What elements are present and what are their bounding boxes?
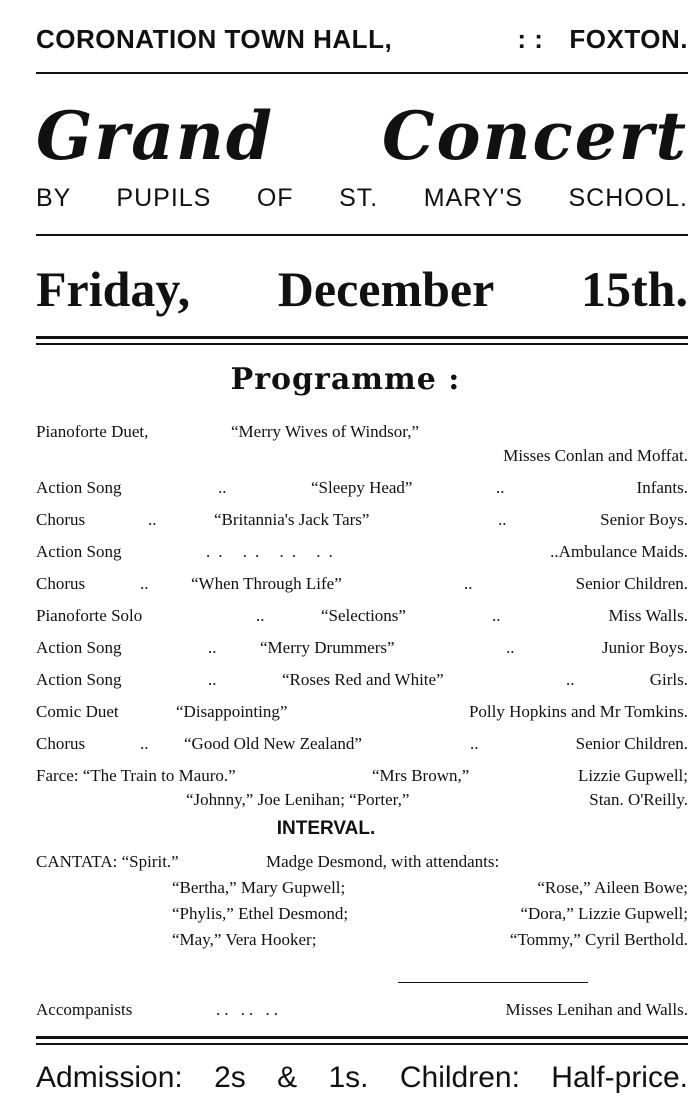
programme-item: [36, 670, 688, 694]
item-type: Pianoforte Duet,: [36, 422, 149, 441]
item-dots: ..: [464, 574, 473, 593]
accompanists-dots: .. .. ..: [216, 1000, 282, 1019]
item-type: Comic Duet: [36, 702, 119, 721]
item-performers: Misses Conlan and Moffat.: [503, 446, 688, 465]
programme-item: [36, 542, 688, 566]
rule-bottom: [36, 1036, 688, 1045]
item-title: “Good Old New Zealand”: [184, 734, 362, 753]
item-title: “Sleepy Head”: [311, 478, 413, 497]
accompanists-names: Misses Lenihan and Walls.: [505, 1000, 688, 1019]
item-dots: .. .. .. ..: [206, 542, 341, 561]
programme-item: [36, 638, 688, 662]
cantata-right: “Dora,” Lizzie Gupwell;: [520, 904, 688, 923]
programme-item: [36, 422, 688, 446]
item-type: Farce: “The Train to Mauro.”: [36, 766, 236, 785]
cantata-right: “Tommy,” Cyril Berthold.: [509, 930, 688, 949]
item-dots: ..: [256, 606, 265, 625]
item-title: “Selections”: [321, 606, 406, 625]
item-title: “Britannia's Jack Tars”: [214, 510, 370, 529]
programme-heading: Programme :: [230, 362, 461, 397]
item-title: “Roses Red and White”: [282, 670, 444, 689]
item-performers: Senior Boys.: [600, 510, 688, 529]
accompanists-row: [36, 1000, 688, 1024]
programme-item: [36, 606, 688, 630]
cantata-left: “Phylis,” Ethel Desmond;: [172, 904, 349, 923]
item-performers: Girls.: [649, 670, 688, 689]
cantata-left: “Bertha,” Mary Gupwell;: [172, 878, 346, 897]
cantata-line: [36, 930, 688, 954]
item-performers: Senior Children.: [575, 734, 688, 753]
cantata-line: [36, 852, 688, 876]
accompanists-label: Accompanists: [36, 1000, 133, 1019]
programme-item: [36, 446, 688, 470]
venue-header: [36, 24, 691, 55]
item-performers: ..Ambulance Maids.: [550, 542, 688, 561]
interval-heading: INTERVAL.: [276, 818, 376, 839]
cantata-left: “May,” Vera Hooker;: [172, 930, 317, 949]
item-type: Chorus: [36, 574, 86, 593]
cantata-right: “Rose,” Aileen Bowe;: [537, 878, 688, 897]
item-type: Chorus: [36, 734, 86, 753]
item-title: “Mrs Brown,”: [372, 766, 470, 785]
item-dots: ..: [496, 478, 505, 497]
item-dots: ..: [566, 670, 575, 689]
rule-top: [36, 72, 688, 74]
venue-town: FOXTON.: [569, 24, 688, 54]
programme-item: [36, 574, 688, 598]
item-type: Action Song: [36, 542, 122, 561]
item-type: Action Song: [36, 670, 122, 689]
rule-date: [36, 336, 688, 345]
item-type: Action Song: [36, 478, 122, 497]
cantata-right: Madge Desmond, with attendants:: [266, 852, 500, 871]
item-type: Action Song: [36, 638, 122, 657]
item-title: “Merry Wives of Windsor,”: [231, 422, 420, 441]
item-title: “Disappointing”: [176, 702, 288, 721]
programme-item: [36, 790, 688, 814]
concert-date: Friday, December 15th.: [36, 261, 688, 317]
item-dots: ..: [506, 638, 515, 657]
item-dots: ..: [492, 606, 501, 625]
concert-subtitle: BY PUPILS OF ST. MARY'S SCHOOL.: [36, 184, 688, 212]
item-title: “When Through Life”: [191, 574, 342, 593]
item-performers: Lizzie Gupwell;: [578, 766, 688, 785]
item-performers: Infants.: [636, 478, 688, 497]
admission-line: Admission: 2s & 1s. Children: Half-price.: [36, 1061, 688, 1094]
concert-title: Grand Concert: [36, 97, 688, 175]
item-dots: ..: [140, 734, 149, 753]
item-dots: ..: [208, 670, 217, 689]
programme-item: [36, 702, 688, 726]
item-performers: Polly Hopkins and Mr Tomkins.: [468, 702, 688, 721]
item-dots: ..: [208, 638, 217, 657]
venue-name: CORONATION TOWN HALL,: [36, 24, 393, 54]
item-dots: ..: [148, 510, 157, 529]
cantata-line: [36, 878, 688, 902]
programme-item: [36, 478, 688, 502]
venue-separator: : :: [517, 24, 544, 54]
rule-short: [398, 982, 588, 983]
item-dots: ..: [140, 574, 149, 593]
item-performers: Stan. O'Reilly.: [589, 790, 688, 809]
item-performers: Senior Children.: [575, 574, 688, 593]
programme-item: [36, 510, 688, 534]
item-title: “Merry Drummers”: [260, 638, 395, 657]
programme-item: [36, 734, 688, 758]
item-type: Pianoforte Solo: [36, 606, 143, 625]
item-performers: Junior Boys.: [602, 638, 688, 657]
item-performers: Miss Walls.: [608, 606, 688, 625]
programme-item: [36, 766, 688, 790]
item-dots: ..: [498, 510, 507, 529]
cantata-line: [36, 904, 688, 928]
rule-subtitle: [36, 234, 688, 236]
item-dots: ..: [470, 734, 479, 753]
item-dots: ..: [218, 478, 227, 497]
item-type: Chorus: [36, 510, 86, 529]
item-title: “Johnny,” Joe Lenihan; “Porter,”: [186, 790, 410, 809]
cantata-left: CANTATA: “Spirit.”: [36, 852, 179, 871]
